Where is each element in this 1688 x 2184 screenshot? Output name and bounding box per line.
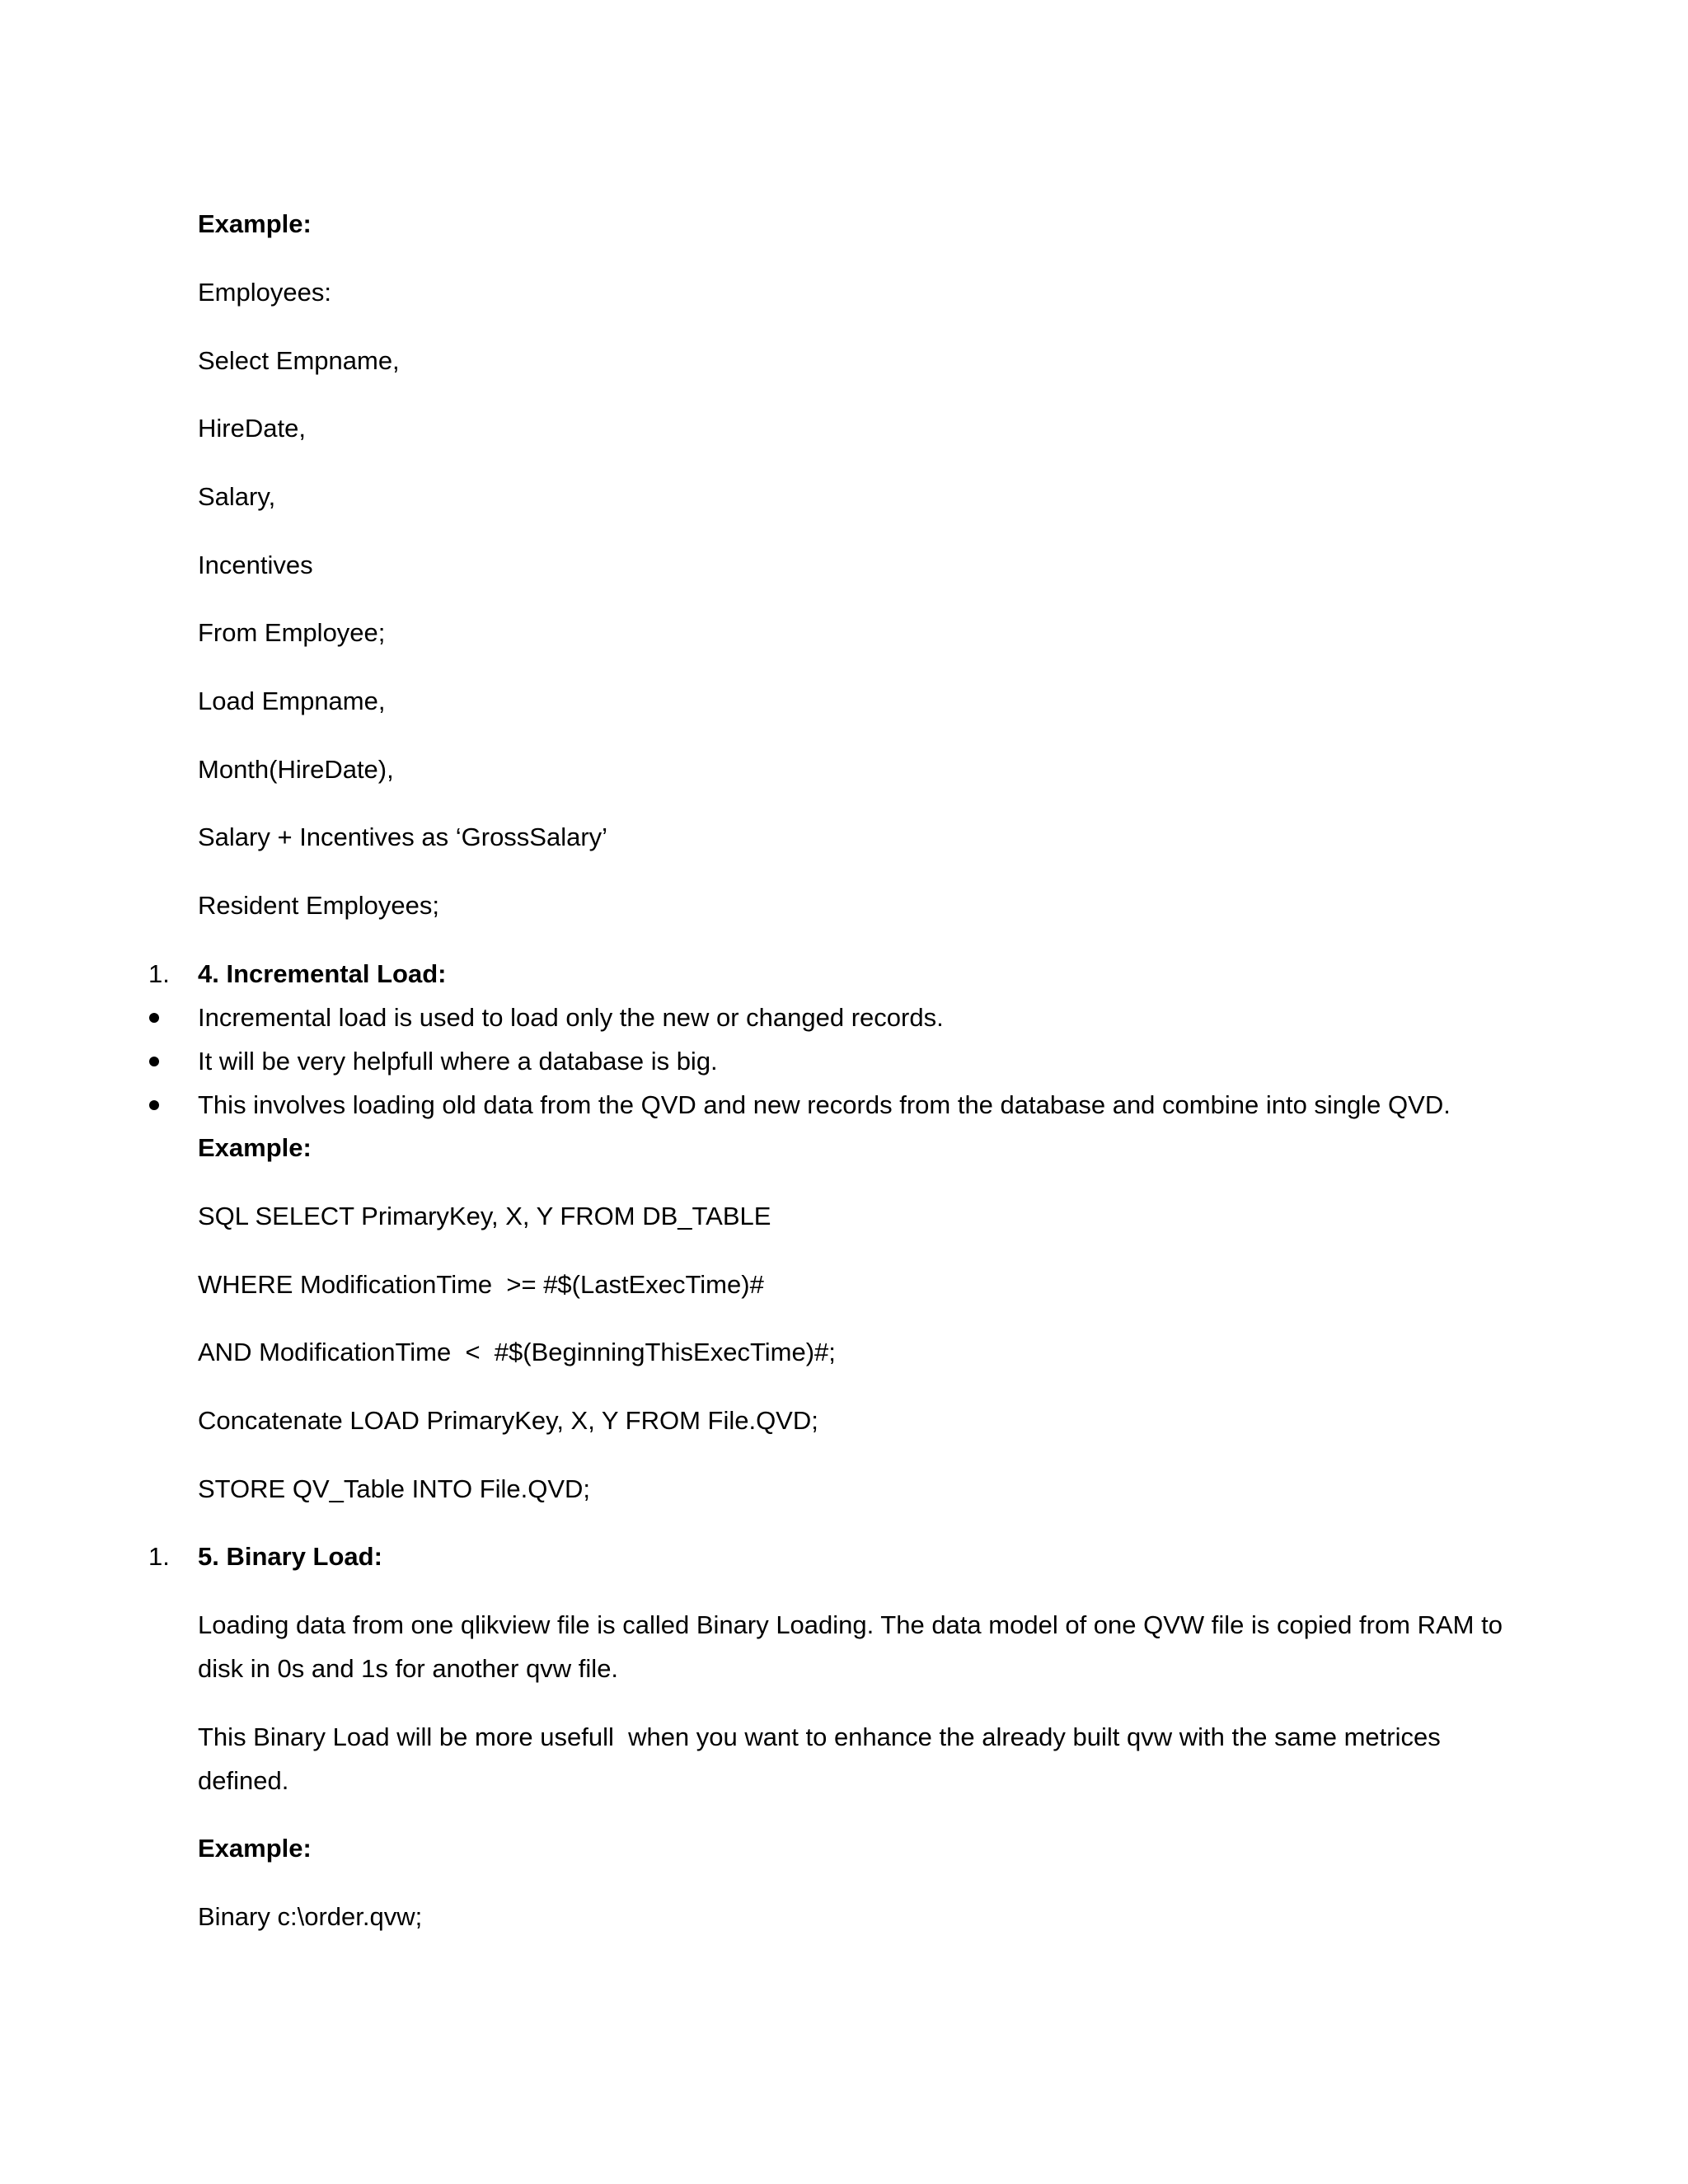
code-line: AND ModificationTime < #$(BeginningThisExecTime)#; (198, 1338, 836, 1366)
code-line: Load Empname, (198, 687, 386, 715)
code-line: WHERE ModificationTime >= #$(LastExecTime)# (198, 1270, 764, 1299)
code-line: Employees: (198, 278, 331, 307)
list-number: 1. (148, 959, 170, 988)
bullet-item: It will be very helpfull where a database is big. (198, 1047, 718, 1076)
code-line: Month(HireDate), (198, 755, 394, 784)
code-line: SQL SELECT PrimaryKey, X, Y FROM DB_TABLE (198, 1202, 771, 1230)
bullet-item: This involves loading old data from the QVD and new records from the database and combine into single QVD. (198, 1090, 1451, 1119)
section-heading-binary: 5. Binary Load: (198, 1542, 382, 1571)
code-line: Select Empname, (198, 346, 400, 375)
code-line: STORE QV_Table INTO File.QVD; (198, 1474, 591, 1503)
section-heading-incremental: 4. Incremental Load: (198, 959, 447, 988)
paragraph-line: disk in 0s and 1s for another qvw file. (198, 1654, 619, 1683)
code-line: Resident Employees; (198, 891, 439, 920)
code-line: Binary c:\order.qvw; (198, 1902, 423, 1931)
code-line: Salary + Incentives as ‘GrossSalary’ (198, 823, 608, 851)
example-label: Example: (198, 1133, 312, 1162)
code-line: Incentives (198, 551, 313, 579)
code-line: HireDate, (198, 414, 306, 443)
code-line: From Employee; (198, 618, 386, 647)
code-line: Concatenate LOAD PrimaryKey, X, Y FROM File.QVD; (198, 1406, 818, 1435)
example-label: Example: (198, 1834, 312, 1863)
list-number: 1. (148, 1542, 170, 1571)
bullet-icon (149, 1013, 159, 1023)
paragraph-line: Loading data from one qlikview file is called Binary Loading. The data model of one QVW file is copied from RAM to (198, 1610, 1503, 1639)
code-line: Salary, (198, 482, 276, 511)
paragraph-line: This Binary Load will be more usefull when you want to enhance the already built qvw with the same metrices (198, 1722, 1441, 1751)
paragraph-line: defined. (198, 1766, 289, 1795)
bullet-icon (149, 1100, 159, 1110)
bullet-item: Incremental load is used to load only the new or changed records. (198, 1003, 944, 1032)
bullet-icon (149, 1057, 159, 1066)
example-label: Example: (198, 209, 312, 238)
